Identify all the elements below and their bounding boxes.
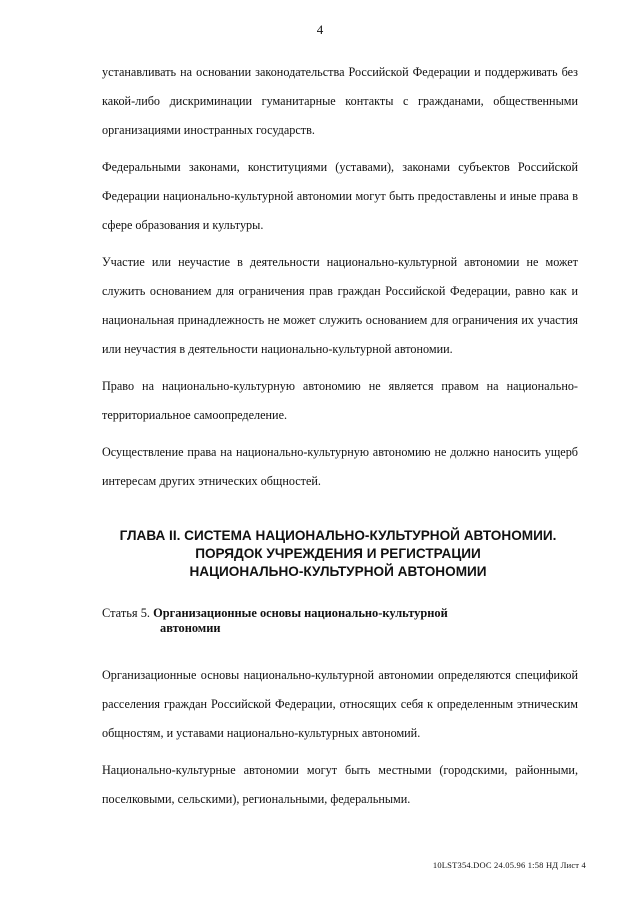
paragraph: Участие или неучастие в деятельности национально-культурной автономии не может служить основанием для ограничения прав граждан Российской Федерации, равно как и национальная принадлежность не может служить основанием для ограничения их участия или неучастия в деятельности национально-культурной автономии. bbox=[102, 255, 578, 356]
body-text bbox=[102, 58, 578, 504]
document-footer: 10LST354.DOC 24.05.96 1:58 НД Лист 4 bbox=[432, 860, 586, 870]
article-body-text bbox=[102, 661, 578, 822]
chapter-heading-line: ГЛАВА II. СИСТЕМА НАЦИОНАЛЬНО-КУЛЬТУРНОЙ АВТОНОМИИ. bbox=[119, 528, 557, 543]
paragraph: Федеральными законами, конституциями (уставами), законами субъектов Российской Федерации национально-культурной автономии могут быть предоставлены и иные права в сфере образования и культуры. bbox=[102, 160, 578, 232]
article-heading bbox=[102, 606, 578, 636]
paragraph: Организационные основы национально-культурной автономии определяются спецификой расселения граждан Российской Федерации, относящих себя к определенным этническим общностям, и уставами национально-культурных автономий. bbox=[102, 668, 578, 740]
paragraph: Осуществление права на национально-культурную автономию не должно наносить ущерб интересам других этнических общностей. bbox=[102, 445, 578, 488]
chapter-heading-line: ПОРЯДОК УЧРЕЖДЕНИЯ И РЕГИСТРАЦИИ bbox=[195, 546, 481, 561]
article-label: Статья 5. bbox=[102, 606, 151, 620]
paragraph: устанавливать на основании законодательства Российской Федерации и поддерживать без какой-либо дискриминации гуманитарные контакты с гражданами, общественными организациями иностранных государств. bbox=[102, 65, 578, 137]
chapter-heading bbox=[88, 527, 588, 581]
chapter-heading-line: НАЦИОНАЛЬНО-КУЛЬТУРНОЙ АВТОНОМИИ bbox=[189, 564, 487, 579]
page-number: 4 bbox=[316, 22, 324, 37]
paragraph: Право на национально-культурную автономию не является правом на национально-территориальное самоопределение. bbox=[102, 379, 578, 422]
article-title-continuation: автономии bbox=[160, 621, 221, 635]
paragraph: Национально-культурные автономии могут быть местными (городскими, районными, поселковыми, сельскими), региональными, федеральными. bbox=[102, 763, 578, 806]
article-title: Организационные основы национально-культурной bbox=[153, 606, 448, 620]
